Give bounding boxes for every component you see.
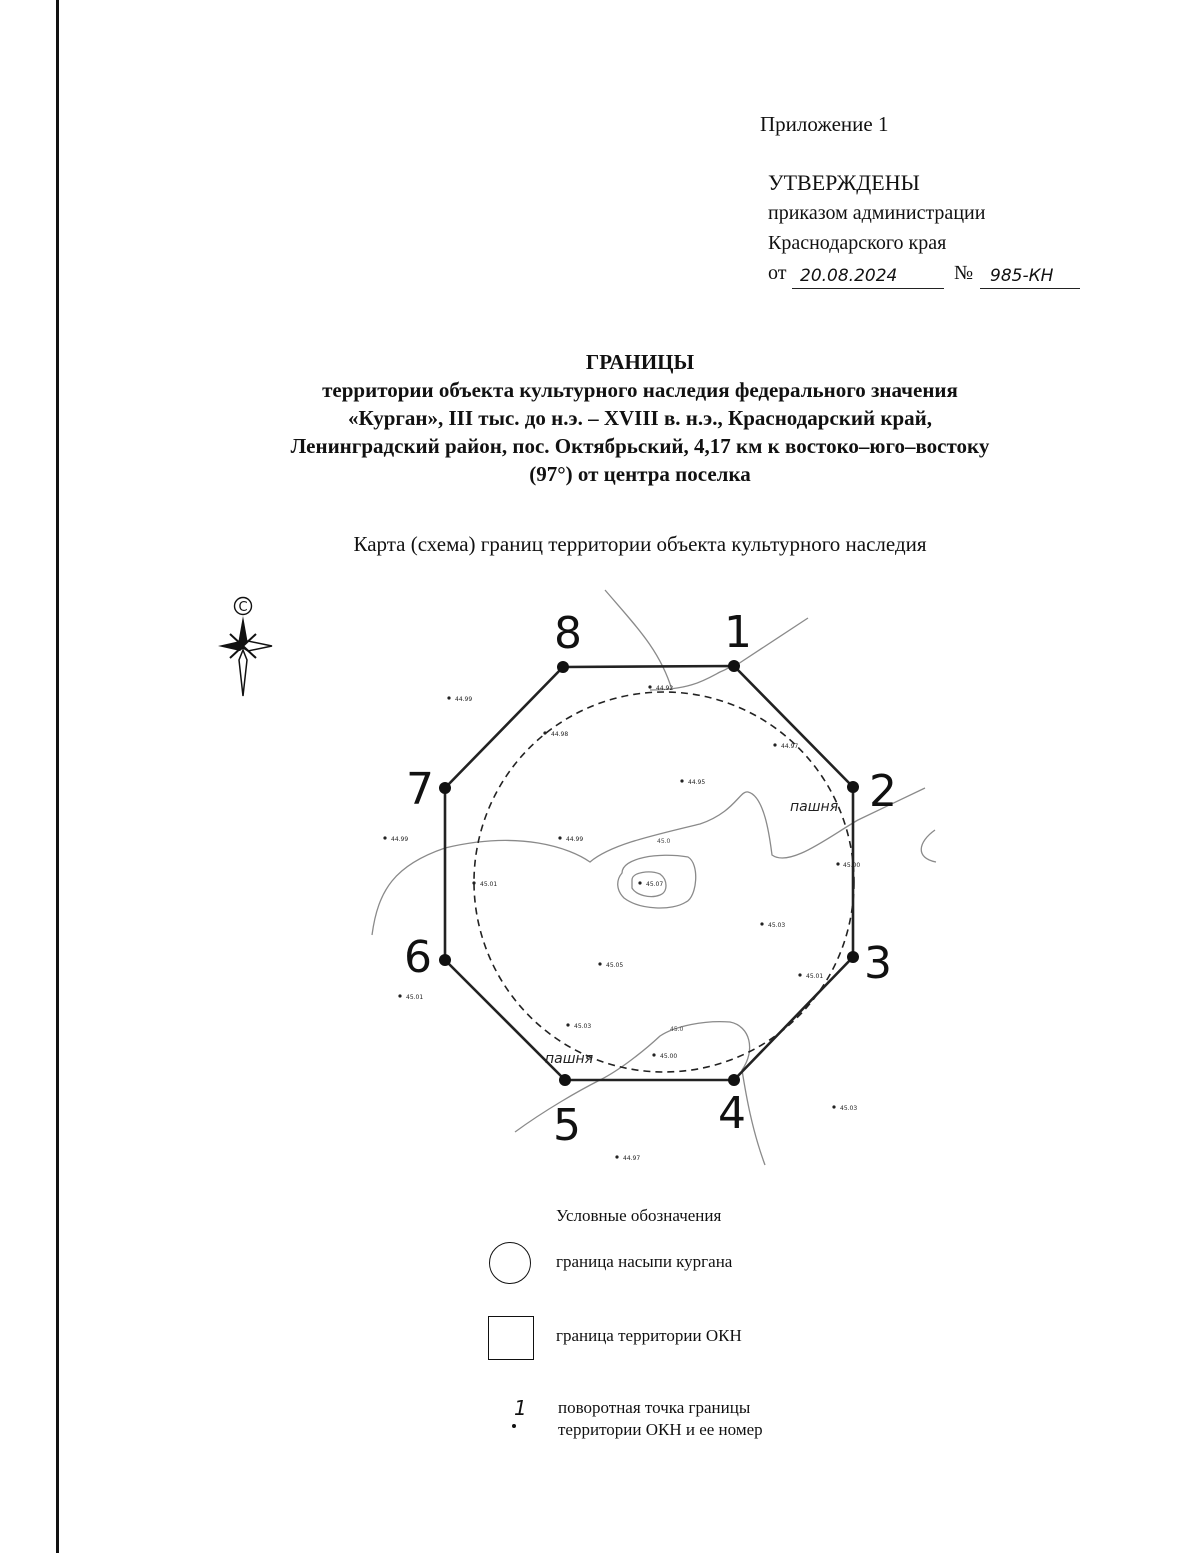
elevation-mark: 45.03 [574, 1023, 592, 1030]
elevation-mark: 45.01 [806, 973, 824, 980]
elevation-mark: 45.01 [406, 994, 424, 1001]
turning-point-8 [557, 661, 569, 673]
elevation-mark: 44.99 [566, 836, 584, 843]
legend-point-number: 1 [514, 1396, 527, 1420]
point-label-7: 7 [406, 764, 434, 815]
elevation-mark: 45.03 [840, 1105, 858, 1112]
point-label-5: 5 [553, 1100, 581, 1151]
elevation-mark: 44.99 [391, 836, 409, 843]
point-label-3: 3 [864, 938, 892, 989]
handwritten-date: 20.08.2024 [800, 266, 898, 286]
map-caption: Карта (схема) границ территории объекта культурного наследия [353, 532, 927, 556]
turning-point-7 [439, 782, 451, 794]
elevation-mark: 44.97 [623, 1155, 641, 1162]
point-label-1: 1 [724, 607, 752, 658]
legend-circle-icon [489, 1242, 531, 1284]
title-line-3: «Курган», III тыс. до н.э. – XVIII в. н.э., Краснодарский край, [347, 406, 932, 430]
elevation-mark: 45.07 [646, 881, 664, 888]
turning-point-1 [728, 660, 740, 672]
number-sign: № [954, 262, 974, 284]
turning-point-6 [439, 954, 451, 966]
turning-point-3 [847, 951, 859, 963]
handwritten-number: 985-КН [990, 266, 1054, 286]
appendix-label: Приложение 1 [760, 112, 889, 136]
legend-square-icon [488, 1316, 534, 1360]
elevation-mark: 44.97 [781, 743, 799, 750]
elevation-mark: 45.00 [660, 1053, 678, 1060]
approved-by-line-2: Краснодарского края [768, 232, 947, 254]
turning-point-5 [559, 1074, 571, 1086]
point-label-4: 4 [718, 1088, 746, 1139]
elevation-mark: 45.03 [768, 922, 786, 929]
legend-point-label-line-2: территории ОКН и ее номер [558, 1420, 763, 1439]
turning-point-4 [728, 1074, 740, 1086]
approved-heading: УТВЕРЖДЕНЫ [768, 170, 920, 195]
elevation-mark: 45.00 [843, 862, 861, 869]
north-letter: С [238, 600, 248, 615]
title-line-1: ГРАНИЦЫ [585, 350, 695, 374]
elevation-mark: 44.98 [551, 731, 569, 738]
contour-label: 45.0 [670, 1026, 684, 1033]
north-arrow-icon [218, 598, 272, 697]
elevation-mark: 44.95 [688, 779, 706, 786]
area-label-field-east: пашня [790, 799, 839, 815]
point-label-8: 8 [554, 608, 582, 659]
title-line-2: территории объекта культурного наследия федерального значения [322, 378, 958, 402]
elevation-mark: 45.05 [606, 962, 624, 969]
elevation-mark: 44.92 [656, 685, 674, 692]
legend-square-label: граница территории ОКН [556, 1326, 742, 1345]
point-label-6: 6 [404, 932, 432, 983]
approved-by-line-1: приказом администрации [768, 202, 986, 224]
title-line-4: Ленинградский район, пос. Октябрьский, 4,17 км к востоко–юго–востоку [290, 434, 990, 458]
title-line-5: (97°) от центра поселка [529, 462, 751, 486]
elevation-marks [383, 685, 860, 1162]
territory-boundary-polygon [445, 666, 853, 1080]
turning-points [439, 660, 859, 1086]
legend-title: Условные обозначения [556, 1206, 722, 1225]
point-label-2: 2 [869, 766, 897, 817]
date-prefix: от [768, 262, 787, 284]
legend-circle-label: граница насыпи кургана [556, 1252, 733, 1271]
contour-label: 45.0 [657, 838, 671, 845]
elevation-mark: 45.01 [480, 881, 498, 888]
area-label-field-south: пашня [545, 1051, 594, 1067]
legend-point-icon [512, 1424, 516, 1428]
legend-point-label-line-1: поворотная точка границы [558, 1398, 751, 1417]
elevation-mark: 44.99 [455, 696, 473, 703]
turning-point-2 [847, 781, 859, 793]
